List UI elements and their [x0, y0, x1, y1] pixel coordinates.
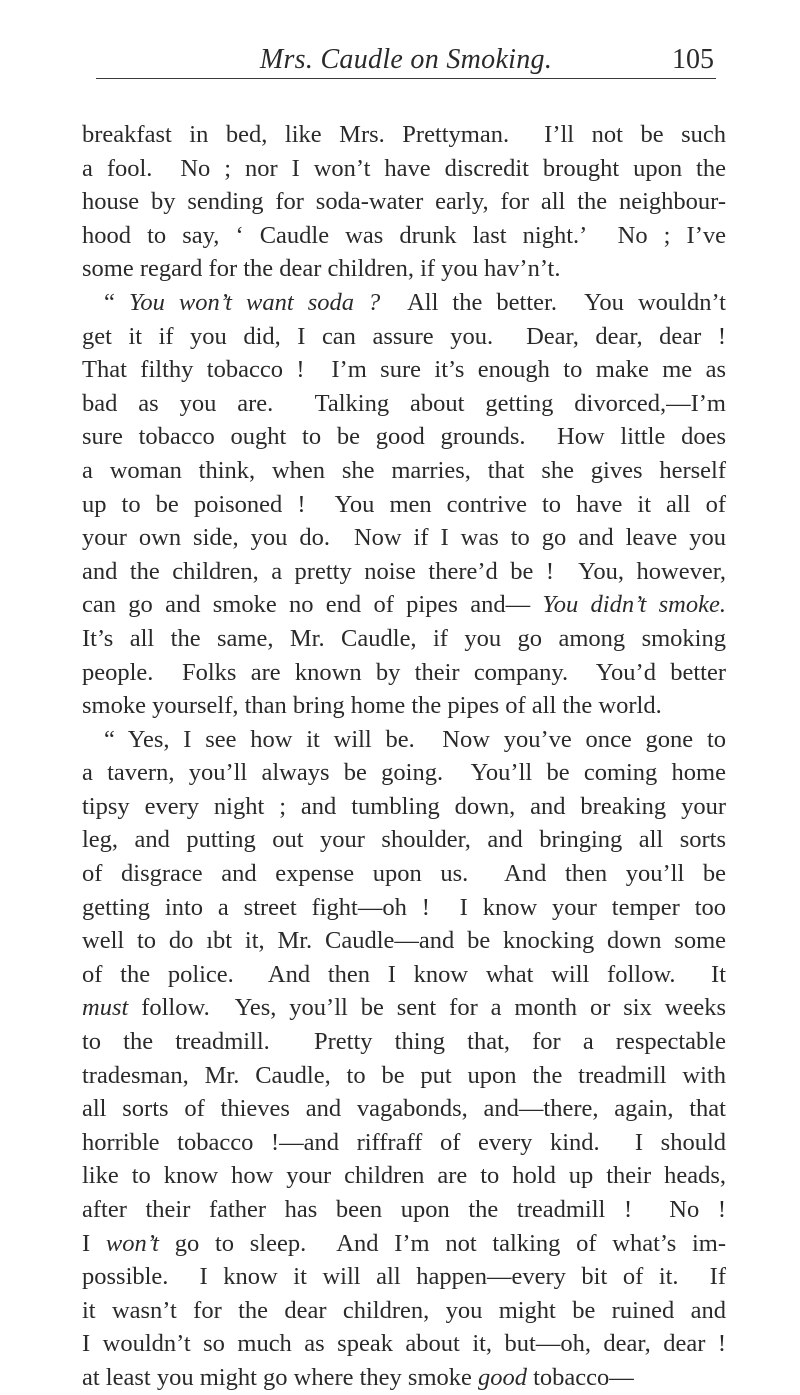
text-span: of disgrace and expense upon us. And then you’ll be: [82, 860, 726, 888]
text-span: tradesman, Mr. Caudle, to be put upon the treadmill with: [82, 1061, 726, 1089]
text-line: [82, 723, 726, 757]
italic-text: You won’t want soda ?: [128, 288, 381, 316]
text-span: can go and smoke no end of pipes and—: [82, 591, 543, 619]
text-span: tipsy every night ; and tumbling down, and breaking your: [82, 792, 726, 820]
text-line: [82, 823, 726, 857]
text-span: it wasn’t for the dear children, you might be ruined and: [82, 1296, 726, 1324]
text-span: up to be poisoned ! You men contrive to have it all of: [82, 490, 726, 518]
text-span: getting into a street fight—oh ! I know your temper too: [82, 893, 726, 921]
italic-text: good: [478, 1363, 527, 1391]
text-span: well to do ıbt it, Mr. Caudle—and be knocking down some: [82, 927, 726, 955]
text-line: [82, 521, 726, 555]
text-span: It’s all the same, Mr. Caudle, if you go among smoking: [82, 624, 726, 652]
text-line: [82, 1260, 726, 1294]
text-line: [82, 1025, 726, 1059]
text-line: [82, 924, 726, 958]
text-span: tobacco—: [527, 1363, 634, 1391]
text-line: [82, 118, 726, 152]
text-span: of the police. And then I know what will follow. It: [82, 960, 726, 988]
text-span: get it if you did, I can assure you. Dear, dear, dear !: [82, 322, 726, 350]
text-line: [82, 588, 726, 622]
text-span: some regard for the dear children, if you hav’n’t.: [82, 255, 561, 283]
text-span: breakfast in bed, like Mrs. Prettyman. I’ll not be such: [82, 121, 726, 148]
text-span: hood to say, ‘ Caudle was drunk last night.’ No ; I’ve: [82, 221, 726, 249]
text-line: [82, 252, 726, 286]
text-span: people. Folks are known by their company. You’d better: [82, 658, 726, 686]
text-span: house by sending for soda-water early, for all the neighbour-: [82, 188, 726, 216]
text-line: [82, 488, 726, 522]
text-line: [82, 622, 726, 656]
text-span: a woman think, when she marries, that she gives herself: [82, 456, 726, 484]
text-line: [82, 1092, 726, 1126]
italic-text: You didn’t smoke.: [542, 591, 726, 619]
text-line: [82, 1126, 726, 1160]
text-span: a fool. No ; nor I won’t have discredit brought upon the: [82, 154, 726, 182]
text-span: leg, and putting out your shoulder, and bringing all sorts: [82, 826, 726, 854]
page-number: 105: [672, 44, 714, 75]
text-line: [82, 991, 726, 1025]
text-line: [82, 756, 726, 790]
text-line: [82, 656, 726, 690]
text-span: That filthy tobacco ! I’m sure it’s enough to make me as: [82, 356, 726, 384]
text-span: All the better. You wouldn’t: [380, 288, 726, 316]
text-line: [82, 219, 726, 253]
text-line: [82, 353, 726, 387]
text-line: [82, 555, 726, 589]
text-span: all sorts of thieves and vagabonds, and—there, again, that: [82, 1095, 726, 1123]
text-line: [82, 891, 726, 925]
text-line: [82, 689, 726, 723]
text-span: “: [104, 288, 129, 316]
text-line: [82, 454, 726, 488]
text-span: “ Yes, I see how it will be. Now you’ve once gone to: [104, 725, 726, 753]
text-line: [82, 1227, 726, 1261]
text-span: sure tobacco ought to be good grounds. How little does: [82, 423, 726, 451]
text-line: [82, 286, 726, 320]
text-line: [82, 185, 726, 219]
text-span: after their father has been upon the treadmill ! No !: [82, 1196, 726, 1223]
text-line: [82, 1294, 726, 1328]
text-span: and the children, a pretty noise there’d be ! You, however,: [82, 557, 726, 585]
text-line: [82, 1193, 726, 1227]
text-span: possible. I know it will all happen—every bit of it. If: [82, 1263, 726, 1291]
text-span: to the treadmill. Pretty thing that, for a respectable: [82, 1028, 726, 1056]
italic-text: must: [82, 994, 129, 1022]
text-span: I: [82, 1229, 106, 1257]
italic-text: won’t: [105, 1229, 159, 1257]
text-line: [82, 958, 726, 992]
text-line: [82, 152, 726, 186]
text-line: [82, 387, 726, 421]
text-span: smoke yourself, than bring home the pipes of all the world.: [82, 692, 662, 720]
text-span: follow. Yes, you’ll be sent for a month or six weeks: [128, 994, 726, 1022]
text-line: [82, 1059, 726, 1093]
body-text: [82, 118, 726, 1395]
text-line: [82, 320, 726, 354]
text-span: bad as you are. Talking about getting divorced,—I’m: [82, 389, 726, 417]
running-head: [96, 34, 716, 79]
text-line: [82, 790, 726, 824]
text-line: [82, 857, 726, 891]
text-line: [82, 420, 726, 454]
text-span: your own side, you do. Now if I was to go and leave you: [82, 524, 726, 552]
running-title: Mrs. Caudle on Smoking.: [259, 44, 553, 75]
text-span: horrible tobacco !—and riffraff of every kind. I should: [82, 1128, 726, 1156]
text-span: at least you might go where they smoke: [82, 1363, 478, 1391]
text-span: a tavern, you’ll always be going. You’ll be coming home: [82, 759, 726, 787]
text-line: [82, 1361, 726, 1395]
text-span: go to sleep. And I’m not talking of what’s im-: [158, 1229, 726, 1257]
text-span: I wouldn’t so much as speak about it, but—oh, dear, dear !: [82, 1330, 726, 1358]
text-line: [82, 1327, 726, 1361]
text-span: like to know how your children are to hold up their heads,: [82, 1162, 726, 1190]
text-line: [82, 1159, 726, 1193]
